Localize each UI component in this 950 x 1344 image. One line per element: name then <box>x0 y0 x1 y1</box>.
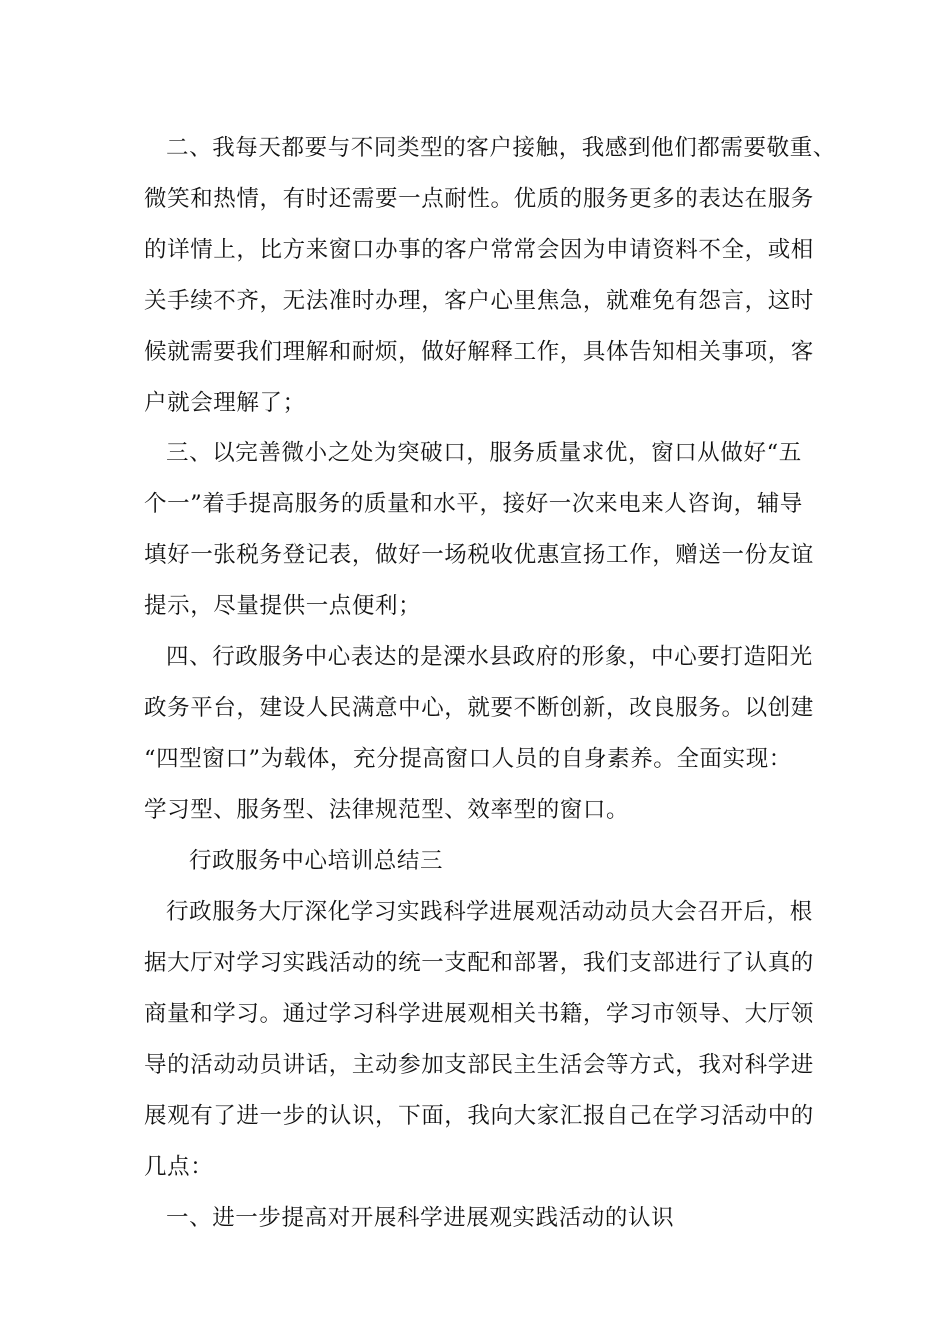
paragraph-3-line-3: 填好一张税务登记表，做好一场税收优惠宣扬工作，赠送一份友谊 <box>144 542 814 568</box>
paragraph-2-line-6: 户就会理解了； <box>144 390 306 416</box>
paragraph-2-line-5: 候就需要我们理解和耐烦，做好解释工作，具体告知相关事项，客 <box>144 339 814 365</box>
paragraph-2-line-4: 关手续不齐，无法准时办理，客户心里焦急，就难免有怨言，这时 <box>144 288 814 314</box>
paragraph-2-line-1: 二、我每天都要与不同类型的客户接触，我感到他们都需要敬重、 <box>166 135 836 161</box>
section-title: 行政服务中心培训总结三 <box>189 848 444 874</box>
paragraph-2-line-2: 微笑和热情，有时还需要一点耐性。优质的服务更多的表达在服务 <box>144 186 814 212</box>
paragraph-3-line-1: 三、以完善微小之处为突破口，服务质量求优，窗口从做好“五 <box>166 440 802 466</box>
paragraph-4-line-2: 政务平台，建设人民满意中心，就要不断创新，改良服务。以创建 <box>144 695 814 721</box>
paragraph-5-line-2: 据大厅对学习实践活动的统一支配和部署，我们支部进行了认真的 <box>144 950 814 976</box>
paragraph-5-line-6: 几点： <box>144 1154 214 1180</box>
paragraph-4-line-3: “四型窗口”为载体，充分提高窗口人员的自身素养。全面实现： <box>144 746 792 772</box>
paragraph-5-line-4: 导的活动动员讲话，主动参加支部民主生活会等方式，我对科学进 <box>144 1052 814 1078</box>
paragraph-5-line-5: 展观有了进一步的认识，下面，我向大家汇报自己在学习活动中的 <box>144 1103 814 1129</box>
subsection-heading: 一、进一步提高对开展科学进展观实践活动的认识 <box>166 1205 675 1231</box>
paragraph-4-line-4: 学习型、服务型、法律规范型、效率型的窗口。 <box>144 797 630 823</box>
paragraph-3-line-2: 个一”着手提高服务的质量和水平，接好一次来电来人咨询，辅导 <box>144 491 803 517</box>
paragraph-4-line-1: 四、行政服务中心表达的是溧水县政府的形象，中心要打造阳光 <box>166 644 813 670</box>
paragraph-2-line-3: 的详情上，比方来窗口办事的客户常常会因为申请资料不全，或相 <box>144 237 814 263</box>
paragraph-3-line-4: 提示，尽量提供一点便利； <box>144 593 422 619</box>
paragraph-5-line-3: 商量和学习。通过学习科学进展观相关书籍，学习市领导、大厅领 <box>144 1001 814 1027</box>
paragraph-5-line-1: 行政服务大厅深化学习实践科学进展观活动动员大会召开后，根 <box>166 899 813 925</box>
